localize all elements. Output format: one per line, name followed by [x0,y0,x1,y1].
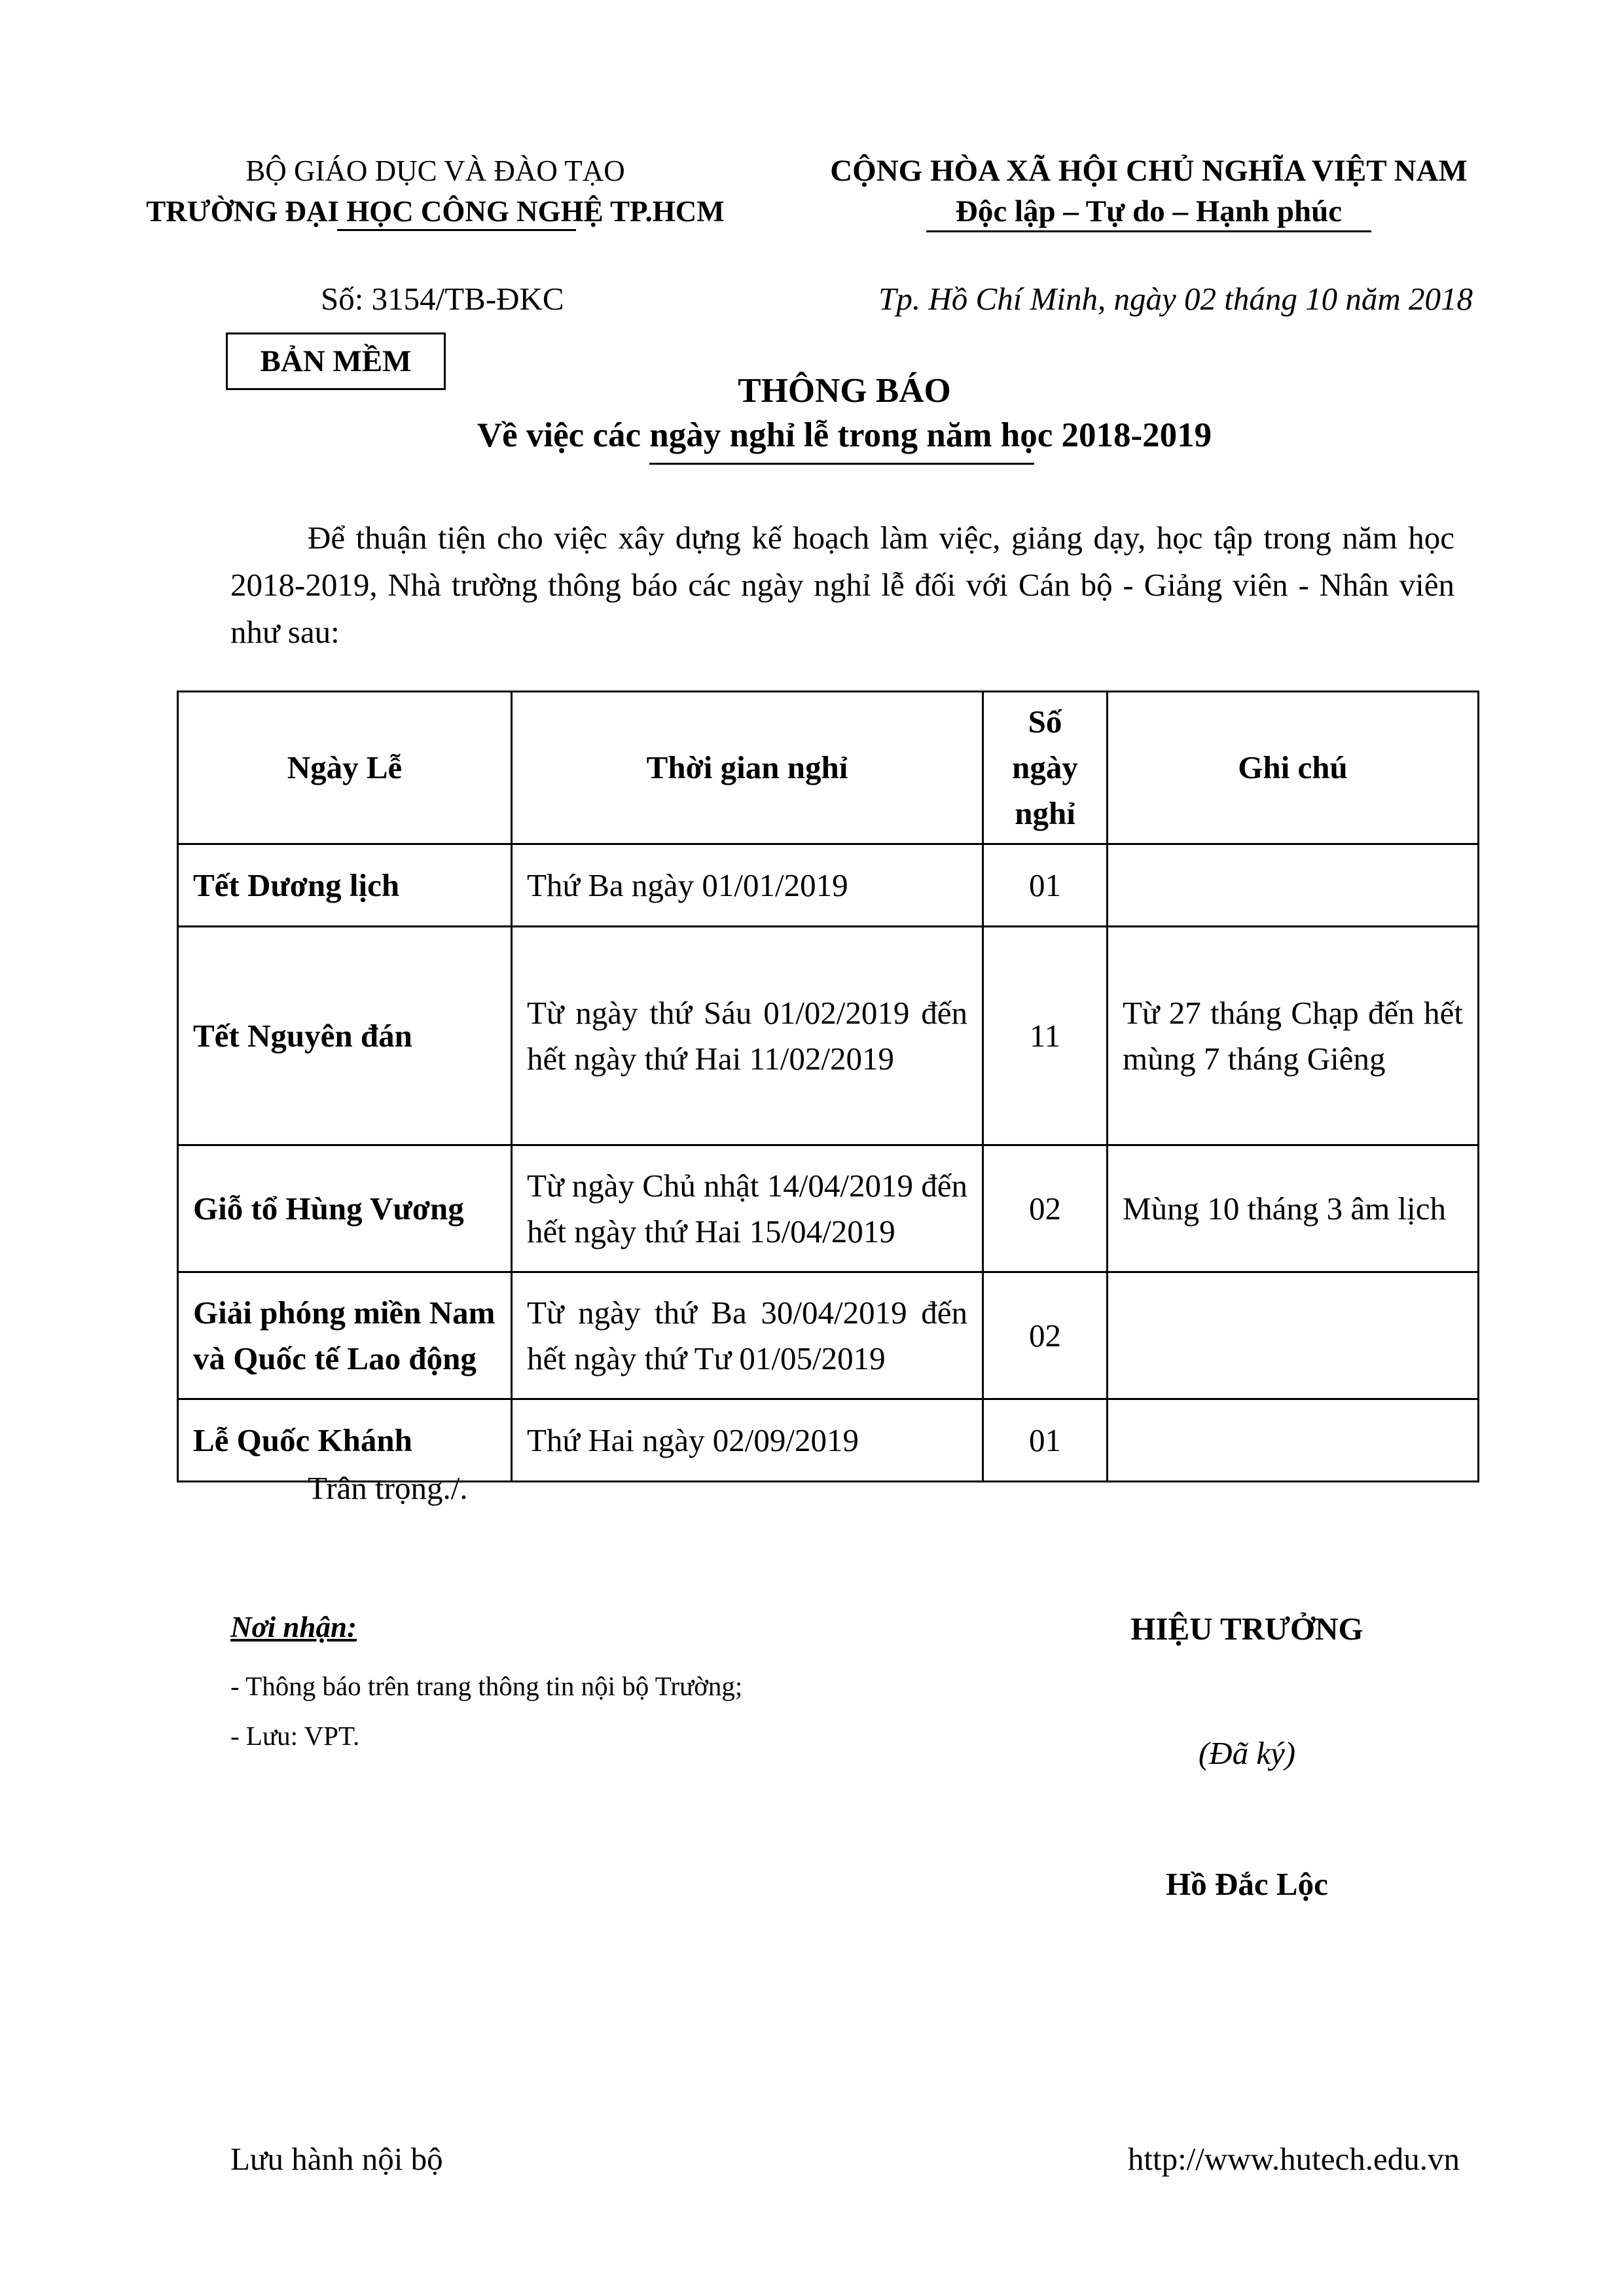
header-notes: Ghi chú [1108,692,1479,844]
holiday-days: 02 [983,1145,1108,1272]
national-motto: Độc lập – Tự do – Hạnh phúc [955,194,1343,228]
recipients-title: Nơi nhận: [230,1611,357,1643]
intro-paragraph [230,514,1454,656]
recipient-item: - Lưu: VPT. [230,1721,360,1751]
holiday-note [1108,844,1479,927]
school-underline [337,229,576,231]
school-name: TRƯỜNG ĐẠI HỌC CÔNG NGHỆ TP.HCM [146,195,725,228]
signer-title: HIỆU TRƯỞNG [1130,1611,1363,1647]
holiday-days: 01 [983,1399,1108,1482]
closing-line: Trân trọng./. [308,1470,468,1506]
header-time-off: Thời gian nghỉ [512,692,983,844]
holiday-note [1108,1272,1479,1399]
motto-underline [926,230,1371,232]
soft-copy-stamp: BẢN MỀM [226,332,446,390]
holiday-days: 02 [983,1272,1108,1399]
notice-subtitle: Về việc các ngày nghỉ lễ trong năm học 2018-2019 [477,416,1212,454]
holiday-name: Tết Nguyên đán [178,927,512,1145]
table-row [178,1272,1479,1399]
table-header-row [178,692,1479,844]
table-row [178,927,1479,1145]
holiday-name: Lễ Quốc Khánh [178,1399,512,1482]
holiday-table [177,691,1479,1482]
subtitle-underline [649,463,1034,465]
header-right [779,151,1519,232]
recipient-item: - Thông báo trên trang thông tin nội bộ Trường; [230,1671,743,1701]
signed-note: (Đã ký) [1198,1735,1296,1771]
holiday-note [1108,1399,1479,1482]
notice-title: THÔNG BÁO [738,372,951,410]
holiday-note: Mùng 10 tháng 3 âm lịch [1108,1145,1479,1272]
holiday-name: Giải phóng miền Nam và Quốc tế Lao động [178,1272,512,1399]
holiday-period: Thứ Ba ngày 01/01/2019 [512,844,983,927]
place-date: Tp. Hồ Chí Minh, ngày 02 tháng 10 năm 2018 [878,281,1473,317]
table-row [178,844,1479,927]
footer-website: http://www.hutech.edu.vn [1127,2141,1460,2177]
table-row [178,1145,1479,1272]
holiday-period: Từ ngày thứ Sáu 01/02/2019 đến hết ngày thứ Hai 11/02/2019 [512,927,983,1145]
holiday-name: Giỗ tổ Hùng Vương [178,1145,512,1272]
document-number: Số: 3154/TB-ĐKC [321,281,564,317]
country-name: CỘNG HÒA XÃ HỘI CHỦ NGHĨA VIỆT NAM [830,154,1468,188]
notice-title-block [262,368,1427,457]
signer-name: Hồ Đắc Lộc [1166,1866,1328,1902]
header-days-off: Số ngày nghỉ [983,692,1108,844]
holiday-period: Thứ Hai ngày 02/09/2019 [512,1399,983,1482]
holiday-period: Từ ngày thứ Ba 30/04/2019 đến hết ngày thứ Tư 01/05/2019 [512,1272,983,1399]
holiday-days: 11 [983,927,1108,1145]
holiday-days: 01 [983,844,1108,927]
holiday-note: Từ 27 tháng Chạp đến hết mùng 7 tháng Giêng [1108,927,1479,1145]
holiday-name: Tết Dương lịch [178,844,512,927]
ministry-name: BỘ GIÁO DỤC VÀ ĐÀO TẠO [245,154,625,187]
intro-text: Để thuận tiện cho việc xây dựng kế hoạch làm việc, giảng dạy, học tập trong năm học 2018-2019, Nhà trường thông báo các ngày nghỉ lễ đối với Cán bộ - Giảng viên - Nhân viên như sau: [230,520,1454,650]
holiday-period: Từ ngày Chủ nhật 14/04/2019 đến hết ngày thứ Hai 15/04/2019 [512,1145,983,1272]
header-left [98,151,772,232]
footer-internal-note: Lưu hành nội bộ [230,2141,443,2177]
header-holiday: Ngày Lễ [178,692,512,844]
